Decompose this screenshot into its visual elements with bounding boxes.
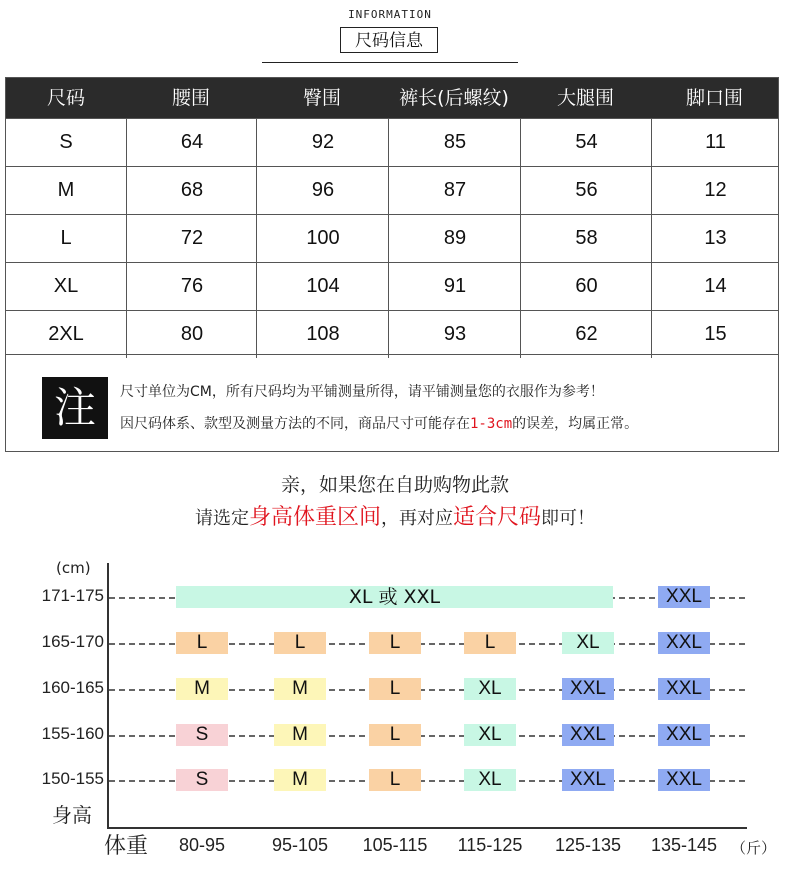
height-range-label: 171-175 (41, 586, 104, 605)
table-cell: 91 (388, 263, 521, 310)
table-cell: 60 (520, 263, 652, 310)
table-row (6, 118, 778, 166)
weight-range-label: 80-95 (178, 835, 226, 855)
size-cell-l: L (369, 769, 421, 791)
size-cell-l: L (369, 632, 421, 654)
unit-weight: （斤） (731, 839, 777, 857)
table-cell: 93 (388, 311, 521, 358)
height-range-label: 150-155 (41, 769, 104, 788)
height-range-label: 160-165 (41, 678, 104, 697)
size-cell-l: L (369, 678, 421, 700)
column-header: 腰围 (171, 87, 210, 109)
height-range-label: 155-160 (41, 724, 104, 743)
size-cell-xl: XL (464, 769, 516, 791)
axis-vertical (107, 563, 109, 829)
size-cell-l: L (464, 632, 516, 654)
table-cell: 104 (256, 263, 389, 310)
table-cell: 62 (520, 311, 652, 358)
promo-a: 请选定 (194, 508, 249, 529)
table-cell: 64 (126, 119, 257, 166)
size-cell-l: L (274, 632, 326, 654)
size-chart (0, 555, 790, 869)
promo-line-1: 亲，如果您在自助购物此款 (280, 474, 509, 496)
unit-cm: (cm) (56, 559, 91, 577)
promo-red-1: 身高体重区间 (248, 505, 381, 530)
note-area (6, 354, 778, 451)
table-cell: 87 (388, 167, 521, 214)
size-cell-m: M (274, 769, 326, 791)
size-cell-xl: XL (562, 632, 614, 654)
table-cell: 108 (256, 311, 389, 358)
label-weight: 体重 (104, 834, 149, 859)
note-line-2-b: 的误差，均属正常。 (512, 416, 639, 432)
size-cell-m: M (176, 678, 228, 700)
table-row (6, 310, 778, 358)
note-line-2 (120, 413, 638, 433)
table-cell: 72 (126, 215, 257, 262)
size-cell-xxl: XXL (562, 678, 614, 700)
table-cell: 12 (651, 167, 779, 214)
table-cell: 68 (126, 167, 257, 214)
promo-c: 即可！ (541, 508, 596, 529)
table-cell: 2XL (48, 323, 84, 345)
note-icon: 注 (42, 377, 108, 439)
height-range-label: 165-170 (41, 632, 104, 651)
axis-horizontal (107, 827, 747, 829)
weight-range-label: 105-115 (362, 835, 428, 855)
table-row (6, 214, 778, 262)
size-cell-xxl: XXL (658, 586, 710, 608)
weight-range-label: 125-135 (554, 835, 622, 855)
table-cell: 96 (256, 167, 389, 214)
size-cell-m: M (274, 678, 326, 700)
size-cell-l: L (176, 632, 228, 654)
promo-b: ，再对应 (381, 508, 453, 529)
table-cell: 14 (651, 263, 779, 310)
table-cell: 58 (520, 215, 652, 262)
size-cell-xxl: XXL (658, 769, 710, 791)
info-header-cn: 尺码信息 (340, 27, 438, 53)
size-cell-xxl: XXL (562, 724, 614, 746)
size-cell-xxl: XXL (658, 724, 710, 746)
weight-range-label: 95-105 (271, 835, 329, 855)
column-header: 脚口围 (685, 87, 743, 109)
column-header: 尺码 (46, 87, 85, 109)
column-header: 臀围 (302, 87, 341, 109)
info-header-en: INFORMATION (348, 8, 432, 21)
weight-range-label: 115-125 (457, 835, 523, 855)
note-highlight: 1-3cm (470, 416, 513, 432)
table-cell: 85 (388, 119, 521, 166)
size-cell-xl: XL (464, 678, 516, 700)
table-cell: 92 (256, 119, 389, 166)
weight-range-label: 135-145 (650, 835, 718, 855)
size-cell-m: M (274, 724, 326, 746)
wide-cell-xl-xxl: XL 或 XXL (176, 586, 613, 608)
size-cell-s: S (176, 724, 228, 746)
table-row (6, 262, 778, 310)
size-cell-s: S (176, 769, 228, 791)
size-cell-xxl: XXL (658, 678, 710, 700)
size-cell-xl: XL (464, 724, 516, 746)
table-header (6, 78, 778, 118)
size-cell-xxl: XXL (562, 769, 614, 791)
table-cell: 89 (388, 215, 521, 262)
table-cell: 13 (651, 215, 779, 262)
header-underline (262, 62, 518, 63)
size-cell-xxl: XXL (658, 632, 710, 654)
table-cell: M (57, 179, 75, 201)
table-cell: XL (53, 275, 79, 297)
table-cell: 54 (520, 119, 652, 166)
column-header: 裤长(后螺纹) (399, 87, 509, 109)
column-header: 大腿围 (556, 87, 614, 109)
size-table (5, 77, 779, 452)
table-cell: 76 (126, 263, 257, 310)
note-line-2-a: 因尺码体系、款型及测量方法的不同，商品尺寸可能存在 (120, 416, 470, 432)
table-cell: 80 (126, 311, 257, 358)
promo-line-2 (0, 500, 790, 531)
table-cell: 11 (651, 119, 779, 166)
table-cell: 100 (256, 215, 389, 262)
promo-red-2: 适合尺码 (453, 505, 542, 530)
table-cell: 15 (651, 311, 779, 358)
label-height: 身高 (52, 803, 92, 827)
table-cell: 56 (520, 167, 652, 214)
table-cell: L (60, 227, 72, 249)
table-row (6, 166, 778, 214)
table-cell: S (59, 131, 73, 153)
note-line-1: 尺寸单位为CM，所有尺码均为平铺测量所得，请平铺测量您的衣服作为参考！ (120, 384, 604, 400)
size-cell-l: L (369, 724, 421, 746)
